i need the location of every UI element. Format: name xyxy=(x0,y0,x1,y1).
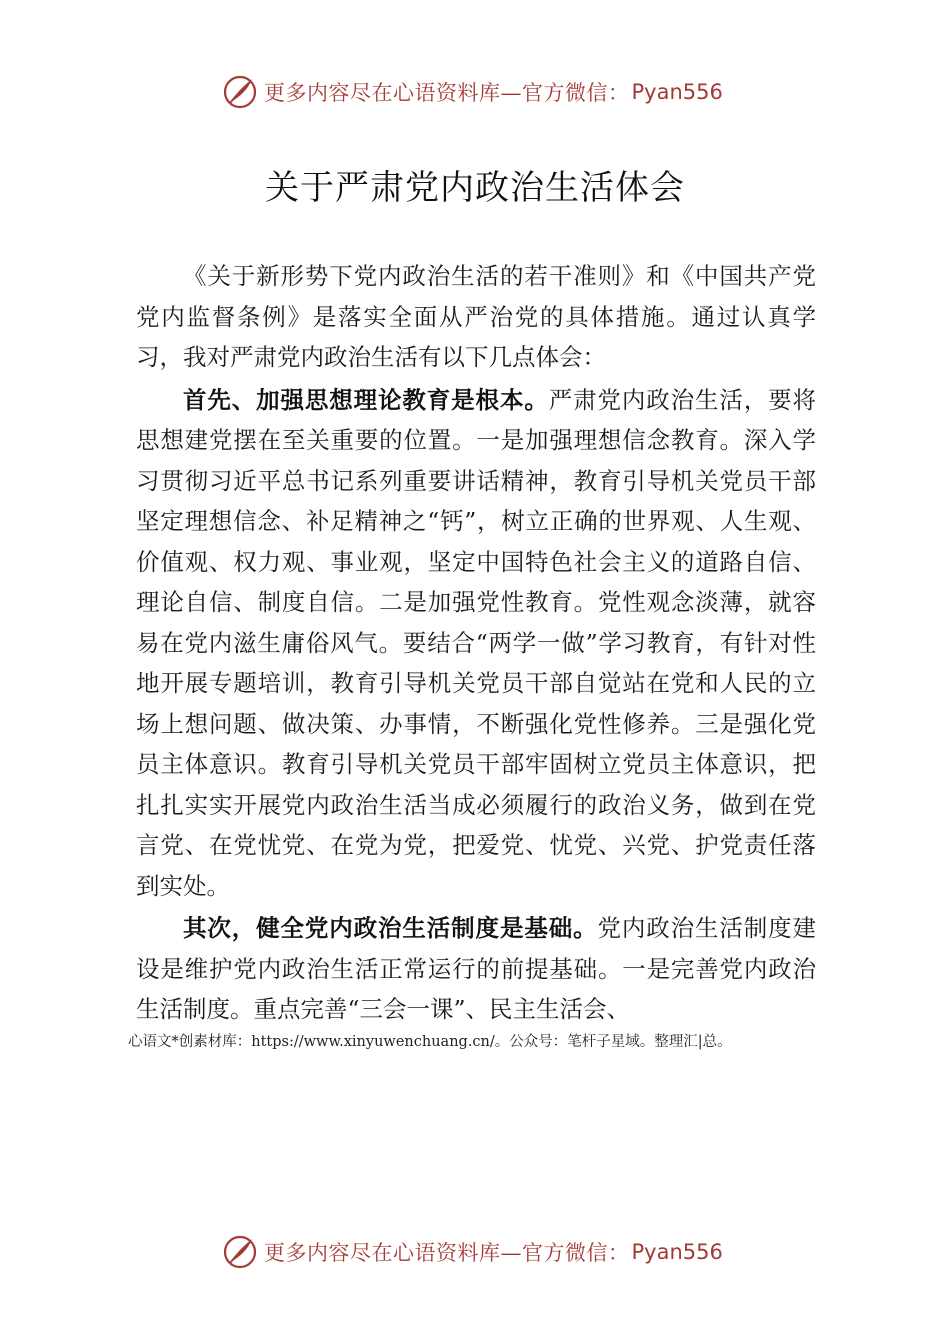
document-body xyxy=(136,256,816,1032)
banner-text: 更多内容尽在心语资料库—官方微信： xyxy=(264,1241,630,1265)
source-line: 心语文*创素材库：https://www.xinyuwenchuang.cn/。公众号：笔杆子星域。整理汇|总。 xyxy=(128,1034,732,1050)
section-text-2: 党内政治生活制度建设是维护党内政治生活正常运行的前提基础。一是完善党内政治生活制度。重点完善“三会一课”、民主生活会、 xyxy=(136,914,817,1023)
quill-circle-icon xyxy=(222,1234,258,1270)
header-banner xyxy=(222,70,723,114)
footer-banner xyxy=(222,1230,723,1274)
page-title: 关于严肃党内政治生活体会 xyxy=(265,168,685,208)
section-text-1: 严肃党内政治生活，要将思想建党摆在至关重要的位置。一是加强理想信念教育。深入学习贯彻习近平总书记系列重要讲话精神，教育引导机关党员干部坚定理想信念、补足精神之“钙”，树立正确的世界观、人生观、价值观、权力观、事业观，坚定中国特色社会主义的道路自信、理论自信、制度自信。二是加强党性教育。党性观念淡薄，就容易在党内滋生庸俗风气。要结合“两学一做”学习教育，有针对性地开展专题培训，教育引导机关党员干部自觉站在党和人民的立场上想问题、做决策、办事情，不断强化党性修养。三是强化党员主体意识。教育引导机关党员干部牢固树立党员主体意识，把扎扎实实开展党内政治生活当成必须履行的政治义务，做到在党言党、在党忧党、在党为党，把爱党、忧党、兴党、护党责任落到实处。 xyxy=(136,385,817,900)
section-lead-2: 其次，健全党内政治生活制度是基础。 xyxy=(183,914,598,942)
banner-wechat-id: Pyan556 xyxy=(631,80,723,104)
intro-paragraph: 《关于新形势下党内政治生活的若干准则》和《中国共产党党内监督条例》是落实全面从严治党的具体措施。通过认真学习，我对严肃党内政治生活有以下几点体会： xyxy=(136,262,816,371)
section-paragraph-1 xyxy=(136,380,816,907)
banner-text: 更多内容尽在心语资料库—官方微信： xyxy=(264,81,630,105)
banner-wechat-id: Pyan556 xyxy=(631,1240,723,1264)
section-lead-1: 首先、加强思想理论教育是根本。 xyxy=(183,385,549,414)
quill-circle-icon xyxy=(222,74,258,110)
section-paragraph-2 xyxy=(136,908,816,1030)
